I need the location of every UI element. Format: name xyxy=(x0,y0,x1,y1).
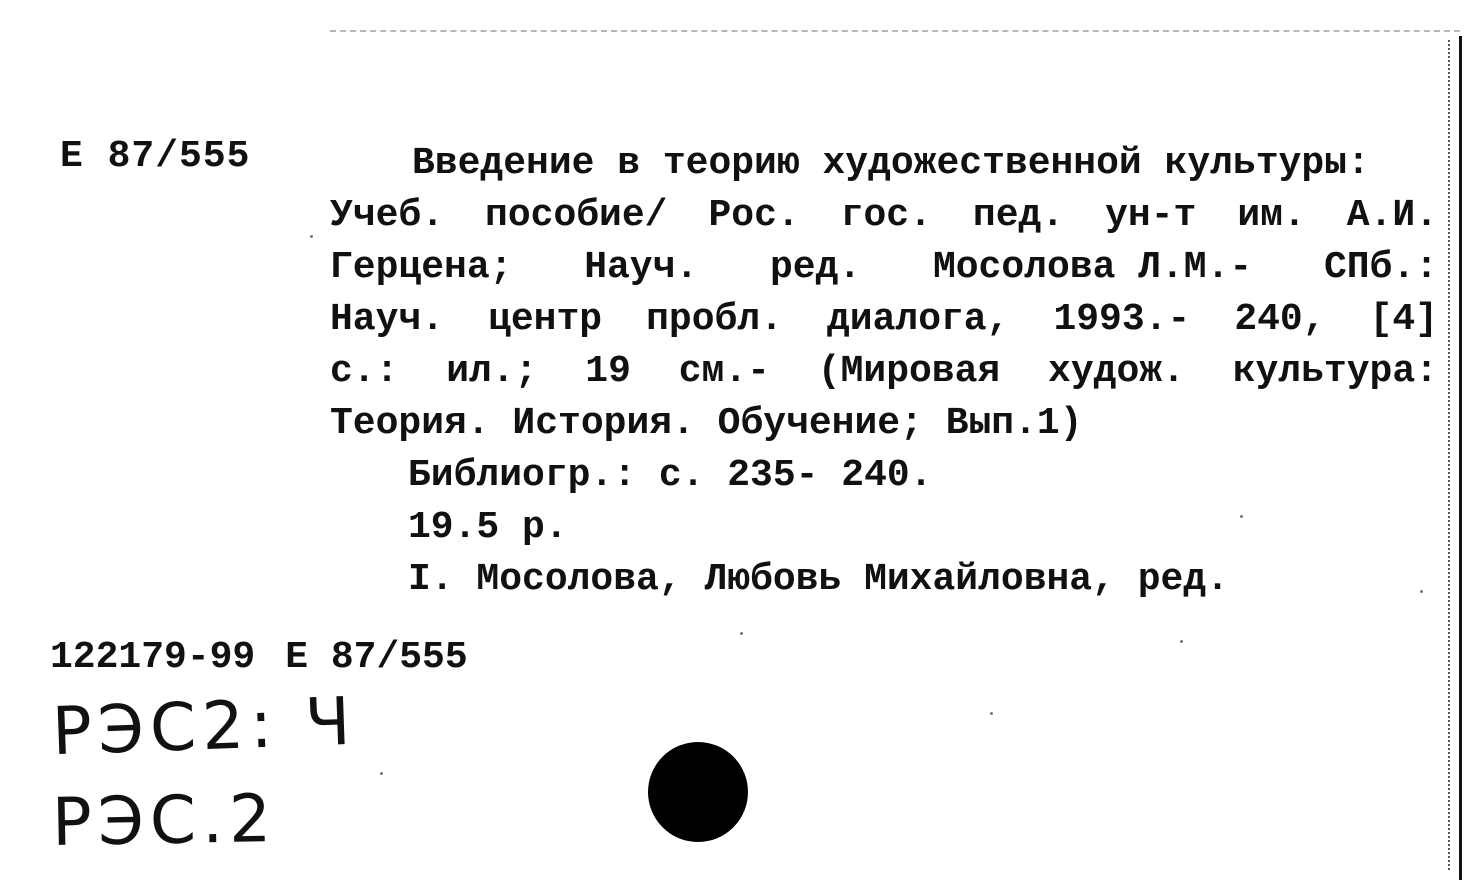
record-word: культура: xyxy=(1232,350,1438,393)
record-word: А.И. xyxy=(1346,194,1438,237)
bibliographic-record xyxy=(330,138,1438,606)
record-word: см.- xyxy=(678,350,770,393)
speck xyxy=(990,712,993,715)
speck xyxy=(1180,640,1183,643)
inventory-number: 122179-99 xyxy=(50,636,256,679)
record-title-line: Введение в теорию художественной культуры: xyxy=(412,142,1370,185)
speck xyxy=(310,235,313,238)
record-line-2 xyxy=(330,190,1438,242)
inventory-line xyxy=(50,636,468,679)
record-word: с.: xyxy=(330,350,399,393)
shelfmark: Е 87/555 xyxy=(60,135,251,178)
record-word: ун-т xyxy=(1105,194,1197,237)
record-word: [4] xyxy=(1369,298,1438,341)
speck xyxy=(380,772,383,775)
record-word: гос. xyxy=(840,194,932,237)
record-word: Науч. xyxy=(584,246,699,289)
record-line-3 xyxy=(330,242,1438,294)
card-right-edge-dots xyxy=(1448,40,1450,870)
record-series-line: Теория. История. Обучение; Вып.1) xyxy=(330,402,1083,445)
record-word: 1993.- xyxy=(1053,298,1191,341)
speck xyxy=(740,632,743,635)
record-price: 19.5 р. xyxy=(408,506,568,549)
card-right-edge xyxy=(1459,36,1462,880)
record-line-5 xyxy=(330,346,1438,398)
punch-hole xyxy=(648,742,748,842)
record-word: Рос. xyxy=(708,194,800,237)
record-bibliography: Библиогр.: с. 235- 240. xyxy=(408,454,933,497)
record-word: центр xyxy=(488,298,603,341)
speck xyxy=(1240,515,1243,518)
record-line-4 xyxy=(330,294,1438,346)
record-word: 19 xyxy=(585,350,631,393)
card-top-edge xyxy=(330,30,1460,32)
record-word: худож. xyxy=(1048,350,1185,393)
record-word: Герцена; xyxy=(330,246,513,289)
speck xyxy=(1420,590,1423,593)
handwritten-note-1: РЭС2: Ч xyxy=(50,682,358,771)
inventory-shelfmark: Е 87/555 xyxy=(285,636,468,679)
record-word: ред. xyxy=(769,246,862,289)
record-word: Учеб. xyxy=(330,194,445,237)
record-word: 240, xyxy=(1234,298,1326,341)
record-word: Мосолова Л.М.- xyxy=(932,246,1253,289)
record-word: им. xyxy=(1237,194,1306,237)
record-word: СПб.: xyxy=(1323,246,1438,289)
record-word: пособие/ xyxy=(485,194,668,237)
record-word: ил.; xyxy=(446,350,538,393)
record-word: пробл. xyxy=(646,298,783,341)
record-word: пед. xyxy=(972,194,1065,237)
handwritten-note-2: РЭС.2 xyxy=(51,780,278,861)
record-word: диалога, xyxy=(826,298,1010,341)
record-word: (Мировая xyxy=(817,350,1001,393)
record-word: Науч. xyxy=(330,298,445,341)
record-added-entry: I. Мосолова, Любовь Михайловна, ред. xyxy=(408,558,1229,601)
